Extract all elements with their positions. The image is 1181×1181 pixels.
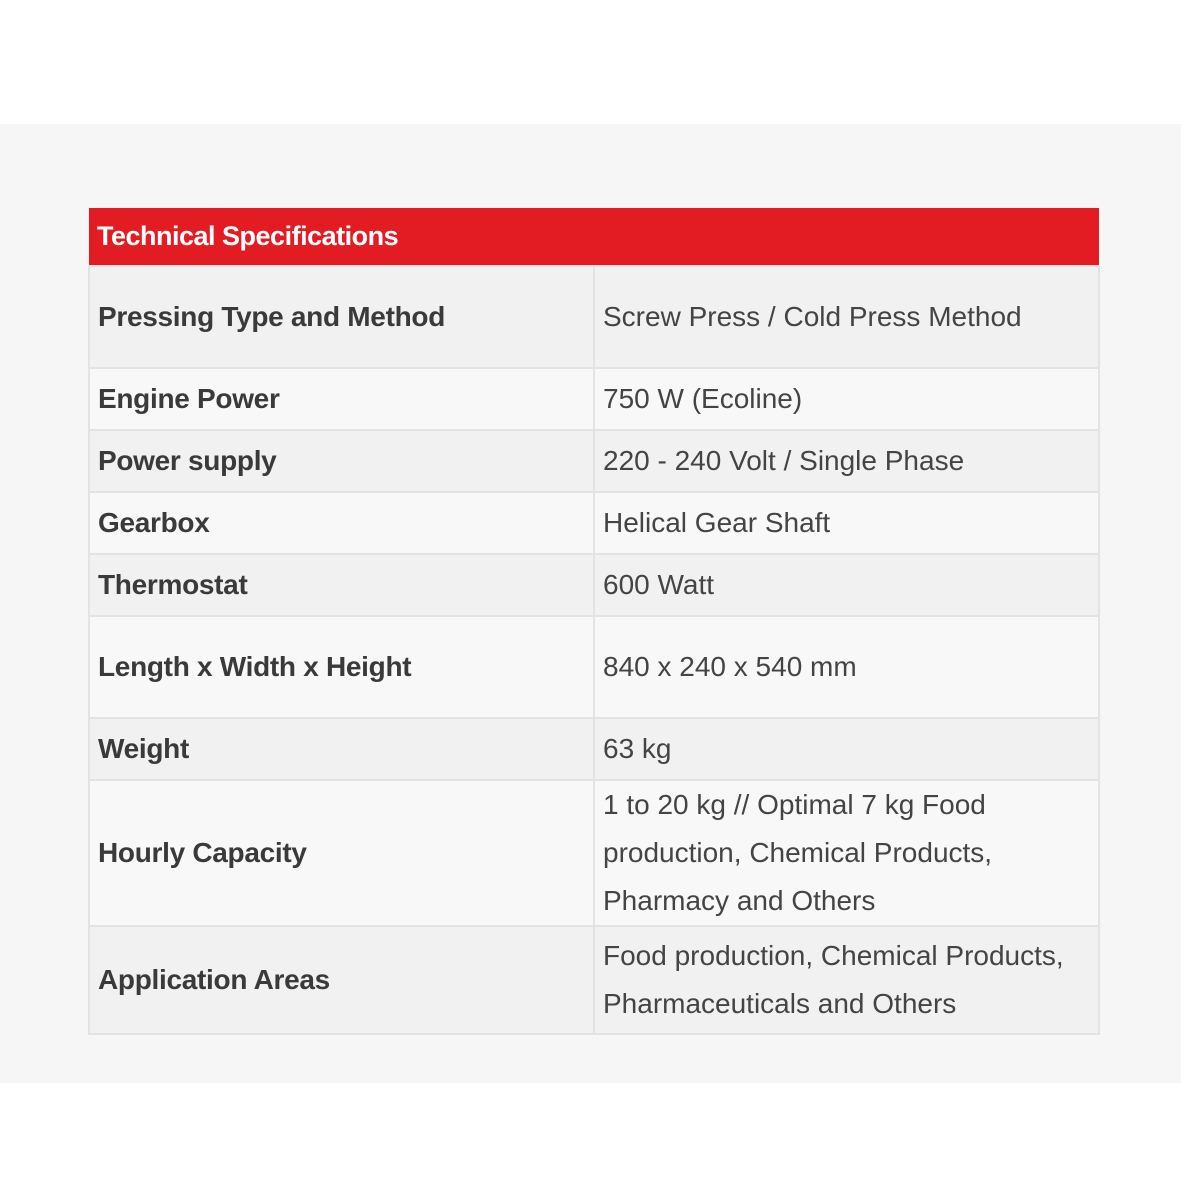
- table-header-row: [89, 208, 1099, 266]
- spec-value: Screw Press / Cold Press Method: [594, 266, 1099, 368]
- table-title: Technical Specifications: [89, 208, 1099, 266]
- table-row: [89, 780, 1099, 926]
- table-row: [89, 492, 1099, 554]
- spec-label: Gearbox: [89, 492, 594, 554]
- spec-value: 750 W (Ecoline): [594, 368, 1099, 430]
- spec-value: 220 - 240 Volt / Single Phase: [594, 430, 1099, 492]
- spec-value: 840 x 240 x 540 mm: [594, 616, 1099, 718]
- spec-label: Weight: [89, 718, 594, 780]
- table-row: [89, 718, 1099, 780]
- table-row: [89, 430, 1099, 492]
- spec-value: 1 to 20 kg // Optimal 7 kg Food production, Chemical Products, Pharmacy and Others: [594, 780, 1099, 926]
- spec-label: Hourly Capacity: [89, 780, 594, 926]
- spec-value: 600 Watt: [594, 554, 1099, 616]
- table-row: [89, 616, 1099, 718]
- spec-value: 63 kg: [594, 718, 1099, 780]
- spec-label: Pressing Type and Method: [89, 266, 594, 368]
- spec-label: Thermostat: [89, 554, 594, 616]
- table-row: [89, 266, 1099, 368]
- spec-label: Power supply: [89, 430, 594, 492]
- spec-label: Engine Power: [89, 368, 594, 430]
- table-row: [89, 368, 1099, 430]
- spec-label: Length x Width x Height: [89, 616, 594, 718]
- spec-value: Helical Gear Shaft: [594, 492, 1099, 554]
- spec-value: Food production, Chemical Products, Pharmaceuticals and Others: [594, 926, 1099, 1034]
- technical-specifications-table: [88, 208, 1100, 1035]
- table-row: [89, 554, 1099, 616]
- spec-label: Application Areas: [89, 926, 594, 1034]
- table-row: [89, 926, 1099, 1034]
